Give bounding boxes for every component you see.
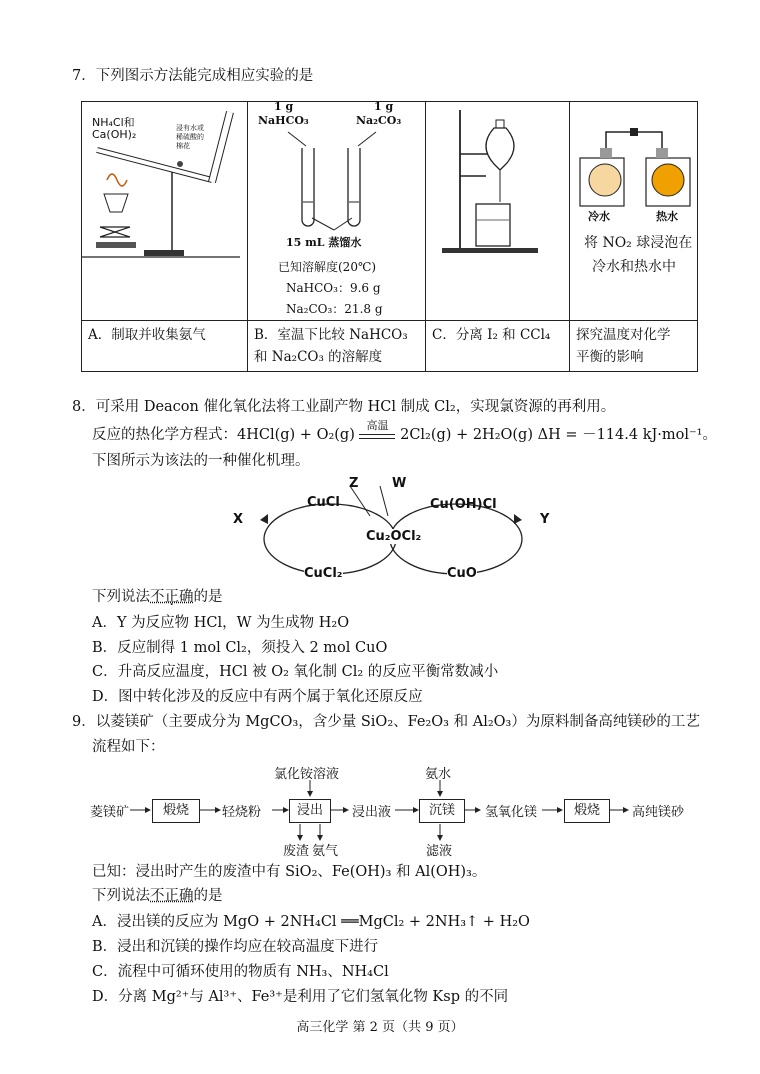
q7-b-sol-title: 已知溶解度(20℃) [278, 260, 377, 274]
flow-residue: 废渣 [283, 844, 310, 859]
separatory-funnel-drawing [426, 102, 569, 321]
q9-ask-post: 的是 [193, 888, 223, 904]
q8-ask [92, 587, 223, 607]
q8-eq-products: 2Cl₂(g) + 2H₂O(g) ΔH = －114.4 kJ·mol⁻¹。 [400, 427, 717, 443]
q7-b-sol2: Na₂CO₃：21.8 g [286, 302, 383, 316]
q8-equation [92, 419, 717, 445]
flow-calcine-box: 煅烧 [152, 799, 200, 823]
flow-leach-box: 浸出 [289, 799, 331, 823]
flow-calcine2-box: 煅烧 [564, 799, 610, 823]
flow-filtrate: 滤液 [426, 844, 453, 859]
q8-option-c: C．升高反应温度，HCl 被 O₂ 氧化制 Cl₂ 的反应平衡常数减小 [92, 664, 499, 680]
q7-a-label2: Ca(OH)₂ [92, 128, 137, 141]
q9-option-a: A．浸出镁的反应为 MgO + 2NH₄Cl ══MgCl₂ + 2NH₃↑ + H₂O [92, 914, 530, 930]
cycle-x: X [233, 512, 244, 527]
q8-eq-condition [359, 419, 395, 439]
q7-b-water: 15 mL 蒸馏水 [286, 236, 362, 249]
flow-ore: 菱镁矿 [90, 805, 130, 820]
ammonia-apparatus-drawing [82, 102, 247, 321]
q9-ask-pre: 下列说法 [92, 888, 150, 904]
flow-precip-box: 沉镁 [419, 799, 465, 823]
q7-b-salt1: NaHCO₃ [258, 114, 309, 127]
q8-stem: 8．可采用 Deacon 催化氧化法将工业副产物 HCl 制成 Cl₂，实现氯资源的再利用。 [72, 399, 616, 415]
q7-img-d [570, 102, 698, 321]
q8-mech-intro: 下图所示为该法的一种催化机理。 [92, 453, 310, 469]
flow-ammonia-water: 氨水 [425, 767, 452, 782]
flow-product: 高纯镁砂 [632, 805, 685, 820]
q9-known: 已知：浸出时产生的废渣中有 SiO₂、Fe(OH)₃ 和 Al(OH)₃。 [92, 864, 487, 880]
cycle-y: Y [540, 512, 550, 527]
q9-stem-line2: 流程如下： [92, 739, 165, 755]
flow-ammonia-gas: 氨气 [312, 844, 339, 859]
q8-option-a: A．Y 为反应物 HCl，W 为生成物 H₂O [92, 615, 350, 631]
q7-d-text1: 将 NO₂ 球浸泡在 [584, 235, 693, 251]
flow-liquor: 浸出液 [352, 805, 392, 820]
q7-d-text2: 冷水和热水中 [592, 259, 676, 275]
q8-option-d: D．图中转化涉及的反应中有两个属于氧化还原反应 [92, 689, 423, 705]
q7-a-note: 浸有水或稀硫酸的棉花 [176, 124, 204, 150]
q7-b-mass1: 1 g [274, 100, 294, 113]
q8-eq-cond-text: 高温 [366, 419, 389, 432]
q7-option-b-text2: 和 Na₂CO₃ 的溶解度 [254, 349, 383, 365]
q8-ask-emph: 不正确 [150, 589, 194, 605]
flow-nh4cl: 氯化铵溶液 [274, 767, 340, 782]
cycle-cucl2: CuCl₂ [304, 566, 343, 581]
q7-img-a [82, 102, 248, 321]
q9-stem-line1: 9．以菱镁矿（主要成分为 MgCO₃，含少量 SiO₂、Fe₂O₃ 和 Al₂O₃）为原料制备高纯镁砂的工艺 [72, 714, 700, 730]
q7-d-cold: 冷水 [588, 210, 610, 223]
q9-option-b: B．浸出和沉镁的操作均应在较高温度下进行 [92, 939, 379, 955]
test-tubes-drawing [248, 102, 425, 252]
q7-b-sol1: NaHCO₃：9.6 g [286, 281, 381, 295]
q7-option-d-text1: 探究温度对化学 [576, 327, 671, 343]
q7-option-d-text2: 平衡的影响 [576, 349, 644, 365]
q7-b-salt2: Na₂CO₃ [356, 114, 402, 127]
q7-img-c [426, 102, 570, 321]
q7-option-c [426, 321, 570, 372]
cycle-w: W [392, 476, 407, 491]
flow-powder: 轻烧粉 [222, 805, 262, 820]
q7-table [81, 101, 698, 372]
q9-option-c: C．流程中可循环使用的物质有 NH₃、NH₄Cl [92, 964, 389, 980]
cycle-cuo: CuO [447, 566, 477, 581]
cycle-cuohcl: Cu(OH)Cl [430, 497, 497, 512]
q7-option-c-text: C．分离 I₂ 和 CCl₄ [432, 327, 551, 343]
q7-b-mass2: 1 g [374, 100, 394, 113]
q9-ask [92, 886, 223, 906]
q7-option-a-text: A．制取并收集氨气 [88, 327, 206, 343]
q8-eq-reactants: 反应的热化学方程式：4HCl(g) + O₂(g) [92, 427, 355, 443]
q7-d-hot: 热水 [656, 210, 678, 223]
cycle-z: Z [349, 476, 359, 491]
q8-ask-post: 的是 [193, 589, 223, 605]
q8-option-b: B．反应制得 1 mol Cl₂，须投入 2 mol CuO [92, 640, 388, 656]
q7-option-b-text1: B．室温下比较 NaHCO₃ [254, 327, 408, 343]
q7-option-a [82, 321, 248, 372]
q7-option-d [570, 321, 698, 372]
page-footer: 高三化学 第 2 页（共 9 页） [296, 1020, 464, 1035]
q7-stem: 7．下列图示方法能完成相应实验的是 [72, 68, 314, 84]
q7-a-label1: NH₄Cl和 [92, 116, 135, 129]
flow-hydroxide: 氢氧化镁 [485, 805, 538, 820]
q7-img-b [248, 102, 426, 321]
cycle-cu2ocl2: Cu₂OCl₂ [366, 529, 422, 544]
q8-ask-pre: 下列说法 [92, 589, 150, 605]
q9-ask-emph: 不正确 [150, 888, 194, 904]
q7-option-b [248, 321, 426, 372]
cycle-cucl: CuCl [307, 495, 340, 510]
q9-option-d: D．分离 Mg²⁺与 Al³⁺、Fe³⁺是利用了它们氢氧化物 Ksp 的不同 [92, 989, 509, 1005]
